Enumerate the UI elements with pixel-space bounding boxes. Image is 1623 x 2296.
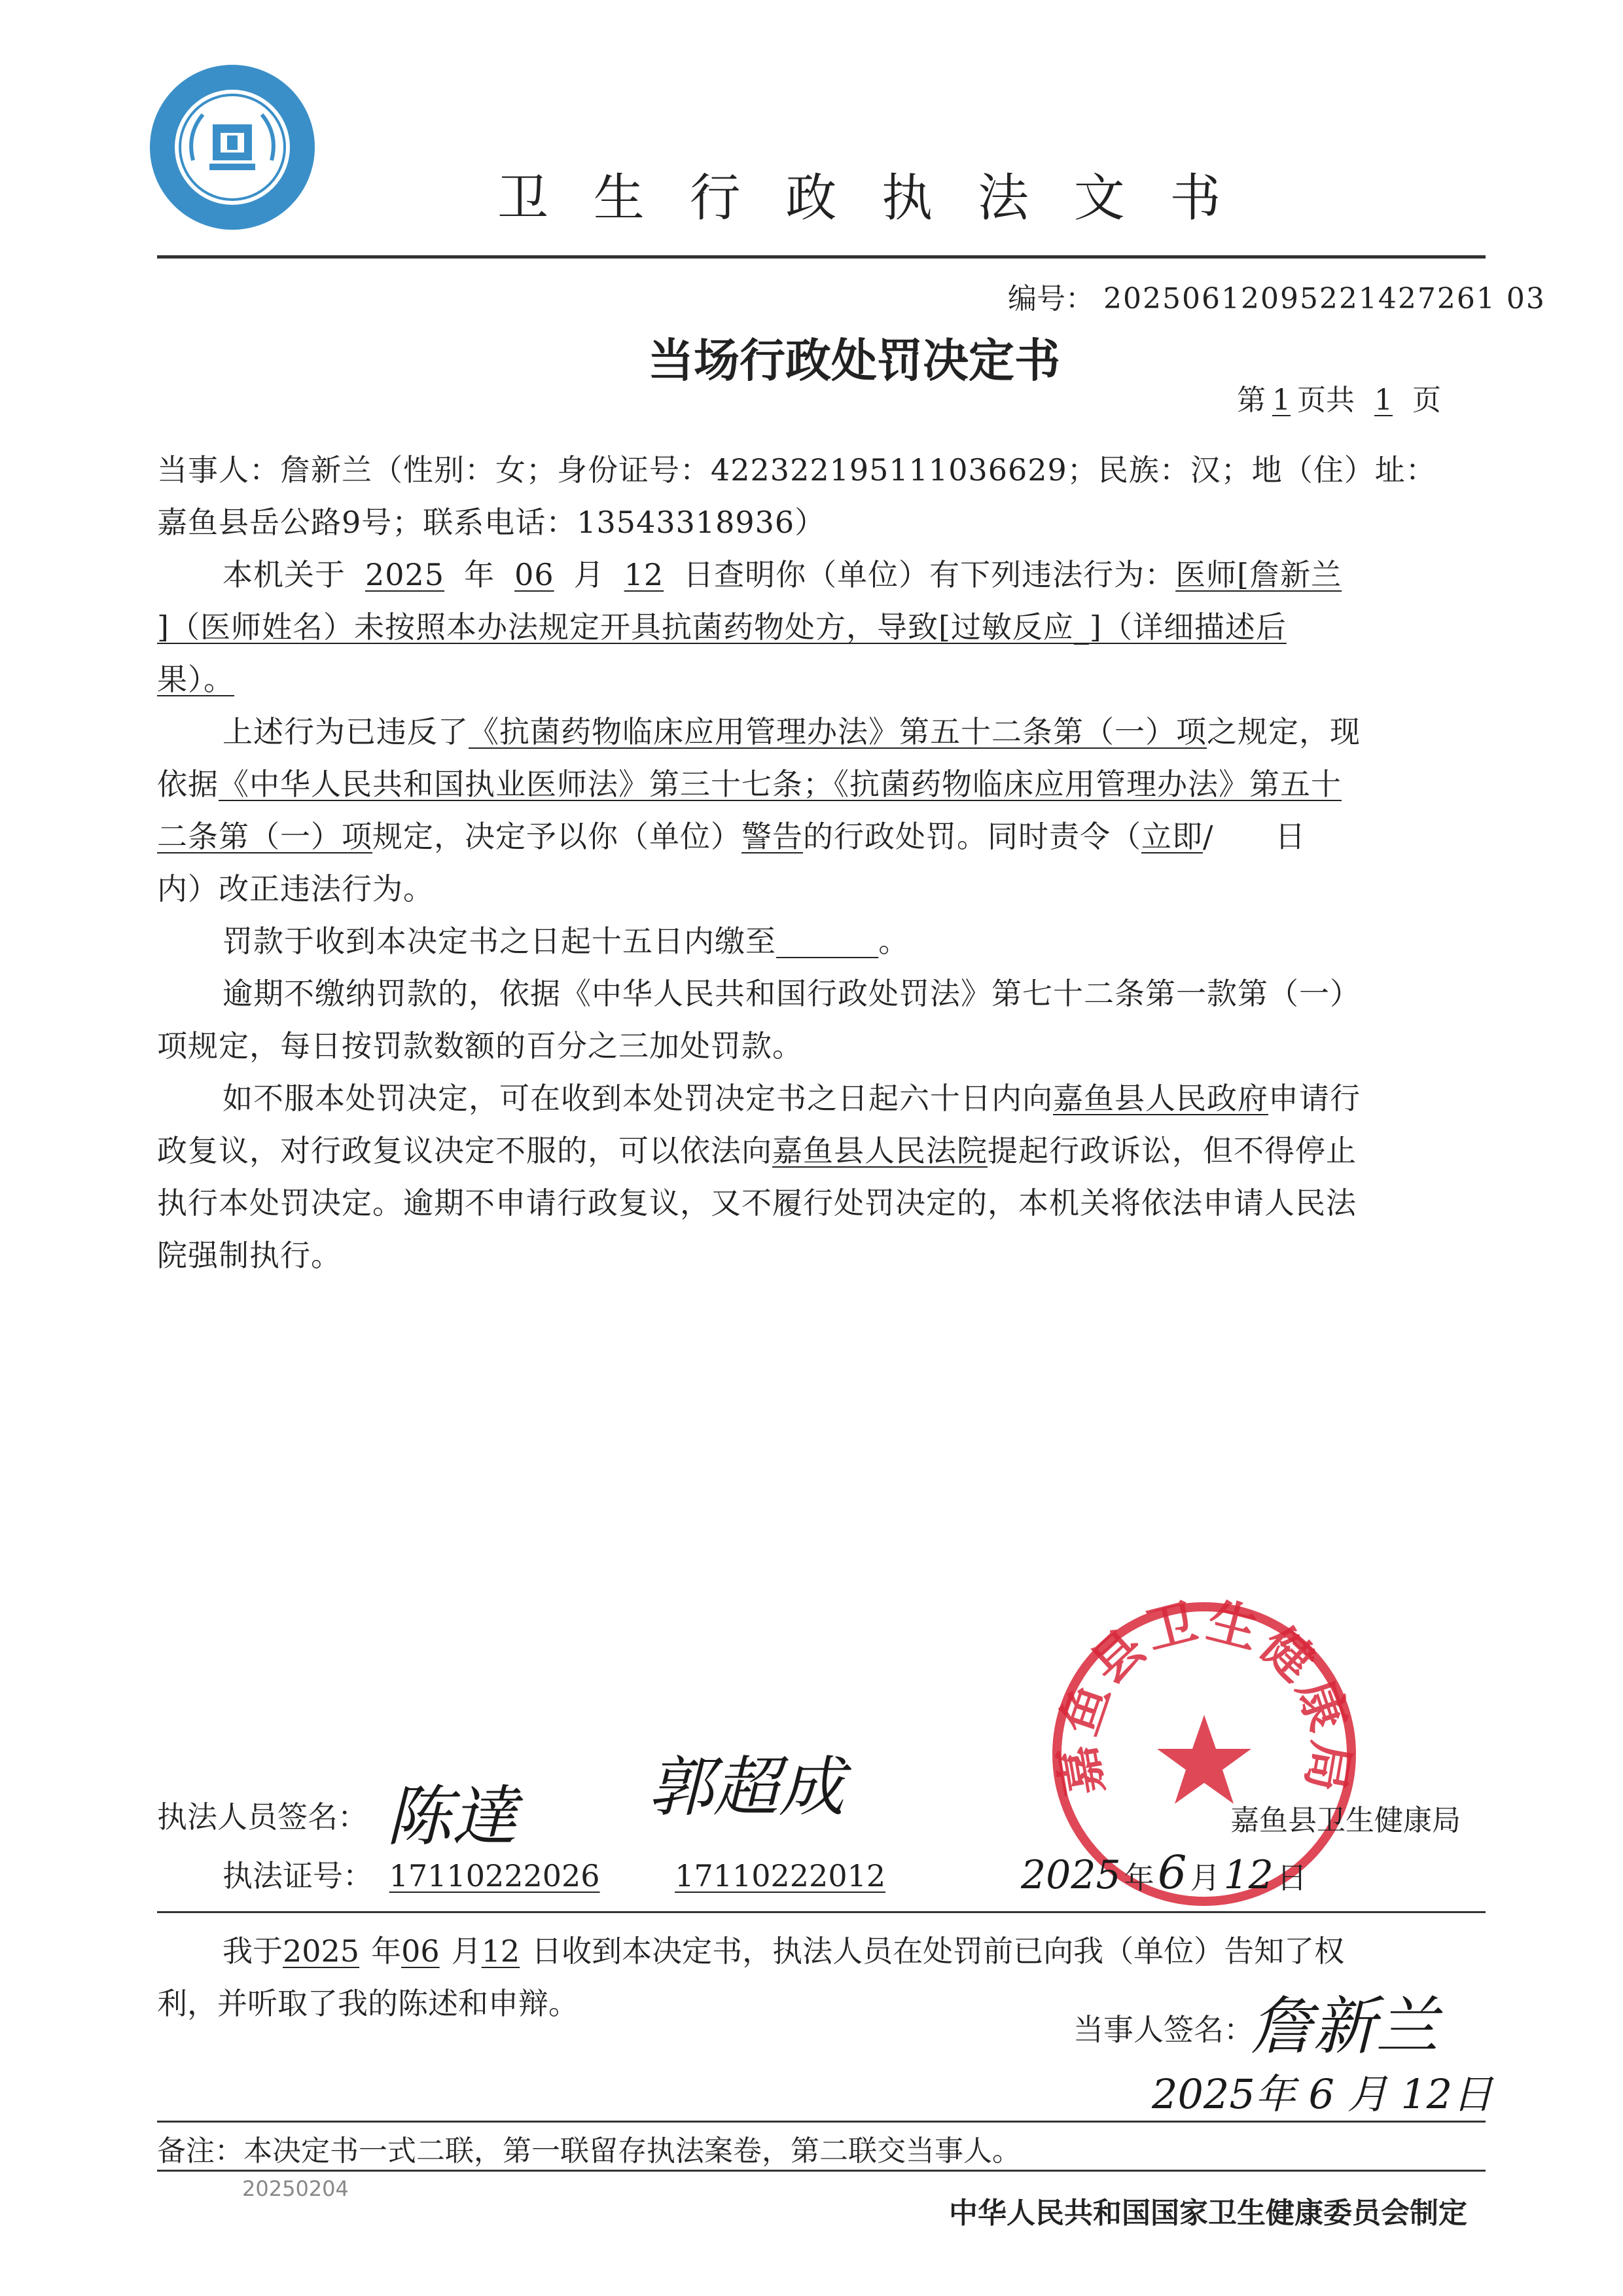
receipt-line-1b: 日收到本决定书，执法人员在处罚前已向我（单位）告知了权 — [531, 1933, 1345, 1969]
decision-line-1a: 上述行为已违反了 — [223, 714, 469, 749]
party-signature-date: 2025年 6 月 12日 — [1152, 2070, 1493, 2118]
decision-line-1c: 之规定，现 — [1207, 714, 1361, 749]
decision-legal-basis: 《中华人民共和国执业医师法》第三十七条；《抗菌药物临床应用管理办法》第五十 — [219, 766, 1342, 802]
findings-day: 12 — [624, 557, 664, 592]
page-suffix: 页 — [1412, 384, 1441, 417]
footer-note: 备注：本决定书一式二联，第一联留存执法案卷，第二联交当事人。 — [157, 2134, 1021, 2168]
party-line-1: 当事人：詹新兰（性别：女；身份证号：422322195111036629；民族：汉；地（住）址： — [157, 452, 1436, 488]
findings-month: 06 — [514, 557, 554, 592]
page-mid: 页共 — [1297, 384, 1355, 417]
findings-year: 2025 — [365, 557, 445, 592]
fine-end: 。 — [878, 924, 910, 959]
findings-line-3: 果）。 — [157, 662, 234, 697]
document-title: 当场行政处罚决定书 — [648, 334, 1060, 387]
appeal-line-2c: 提起行政诉讼，但不得停止 — [988, 1133, 1357, 1168]
decision-line-3b: 规定，决定予以你（单位） — [372, 819, 741, 854]
footer-rule — [157, 2121, 1486, 2123]
decision-regulation: 《抗菌药物临床应用管理办法》第五十二条第（一）项 — [469, 714, 1207, 749]
overdue-line-2: 项规定，每日按罚款数额的百分之三加处罚款。 — [157, 1028, 803, 1064]
appeal-line-2a: 政复议，对行政复议决定不服的，可以依法向 — [157, 1133, 772, 1168]
receipt-year: 2025 — [283, 1933, 360, 1969]
receipt-day: 12 — [481, 1933, 520, 1969]
document-number — [1008, 275, 1546, 317]
decision-line-1 — [223, 704, 1361, 760]
party-signature: 詹新兰 — [1250, 1990, 1438, 2063]
page-prefix: 第 — [1237, 384, 1266, 417]
signature-date-year-label: 年 — [1124, 1860, 1154, 1895]
appeal-line-1 — [223, 1070, 1361, 1126]
receipt-line-1 — [223, 1928, 1344, 1971]
document-number-value: 20250612095221427261 03 — [1103, 282, 1546, 315]
findings-day-label: 日查明你（单位）有下列违法行为： — [683, 557, 1176, 592]
receipt-year-label: 年 — [371, 1933, 402, 1969]
agency-name: 嘉鱼县卫生健康局 — [1230, 1804, 1461, 1837]
receipt-line-1a: 我于 — [223, 1933, 283, 1969]
fine-line — [223, 913, 909, 969]
receipt-rule — [157, 1911, 1486, 1913]
footer-issuer: 中华人民共和国国家卫生健康委员会制定 — [949, 2197, 1467, 2230]
findings-year-label: 年 — [464, 557, 495, 592]
party-signature-label: 当事人签名： — [1073, 2012, 1254, 2047]
decision-line-4: 内）改正违法行为。 — [157, 871, 434, 906]
signature-date-month: 6 — [1157, 1846, 1187, 1899]
party-line-2: 嘉鱼县岳公路9号；联系电话：13543318936） — [157, 505, 826, 540]
appeal-line-2 — [157, 1122, 1357, 1179]
receipt-month-label: 月 — [451, 1933, 482, 1969]
receipt-line-2: 利，并听取了我的陈述和申辩。 — [157, 1986, 579, 2021]
footer-rule-2 — [157, 2170, 1486, 2172]
officer-signature-label: 执法人员签名： — [157, 1799, 368, 1835]
fine-text: 罚款于收到本决定书之日起十五日内缴至 — [223, 924, 776, 959]
officer-1-signature: 陈達 — [386, 1778, 517, 1855]
decision-line-3 — [157, 808, 1306, 865]
document-number-label: 编号： — [1008, 282, 1094, 315]
decision-line-3f: / 日 — [1203, 819, 1306, 854]
decision-line-2 — [157, 756, 1342, 812]
banner-title: 卫 生 行 政 执 法 文 书 — [497, 169, 1236, 228]
findings-doctor: 医师[詹新兰 — [1175, 557, 1342, 592]
findings-month-label: 月 — [573, 557, 605, 592]
appeal-line-3: 执行本处罚决定。逾期不申请行政复议，又不履行处罚决定的，本机关将依法申请人民法 — [157, 1185, 1357, 1221]
decision-deadline: 立即 — [1141, 819, 1203, 854]
cert-row — [223, 1852, 885, 1895]
cert-number-1: 17110222026 — [389, 1858, 600, 1893]
fine-blank — [776, 924, 878, 959]
findings-line-2: ]（医师姓名）未按照本办法规定开具抗菌药物处方，导致[过敏反应_]（详细描述后 — [157, 609, 1287, 645]
appeal-court: 嘉鱼县人民法院 — [772, 1133, 988, 1168]
signature-date-month-label: 月 — [1190, 1860, 1221, 1895]
cert-label: 执法证号： — [223, 1858, 373, 1893]
header-rule — [157, 255, 1486, 259]
page-current: 1 — [1272, 384, 1291, 417]
cert-number-2: 17110222012 — [675, 1858, 886, 1893]
decision-line-3a: 二条第（一）项 — [157, 819, 372, 854]
appeal-line-4: 院强制执行。 — [157, 1238, 342, 1273]
signature-date — [1021, 1846, 1307, 1899]
decision-line-3d: 的行政处罚。同时责令（ — [803, 819, 1141, 854]
stamp-text: 嘉鱼县卫生健康局 — [1047, 1597, 1361, 1801]
officer-2-signature: 郭超成 — [648, 1749, 844, 1825]
page-total: 1 — [1374, 384, 1393, 417]
receipt-month: 06 — [401, 1933, 440, 1969]
decision-line-2a: 依据 — [157, 766, 219, 802]
footer-code: 20250204 — [242, 2176, 349, 2201]
health-inspection-emblem-icon — [147, 62, 317, 232]
signature-date-day: 12 — [1223, 1852, 1274, 1898]
appeal-line-1c: 申请行 — [1268, 1081, 1361, 1116]
overdue-line-1: 逾期不缴纳罚款的，依据《中华人民共和国行政处罚法》第七十二条第一款第（一） — [223, 976, 1361, 1011]
findings-line-1 — [223, 547, 1342, 603]
decision-penalty: 警告 — [741, 819, 803, 854]
findings-prefix: 本机关于 — [223, 557, 346, 592]
signature-date-day-label: 日 — [1277, 1860, 1308, 1895]
signature-date-year: 2025 — [1021, 1852, 1121, 1898]
page-indicator — [1237, 376, 1441, 418]
appeal-government: 嘉鱼县人民政府 — [1053, 1081, 1268, 1116]
appeal-line-1a: 如不服本处罚决定，可在收到本处罚决定书之日起六十日内向 — [223, 1081, 1053, 1116]
